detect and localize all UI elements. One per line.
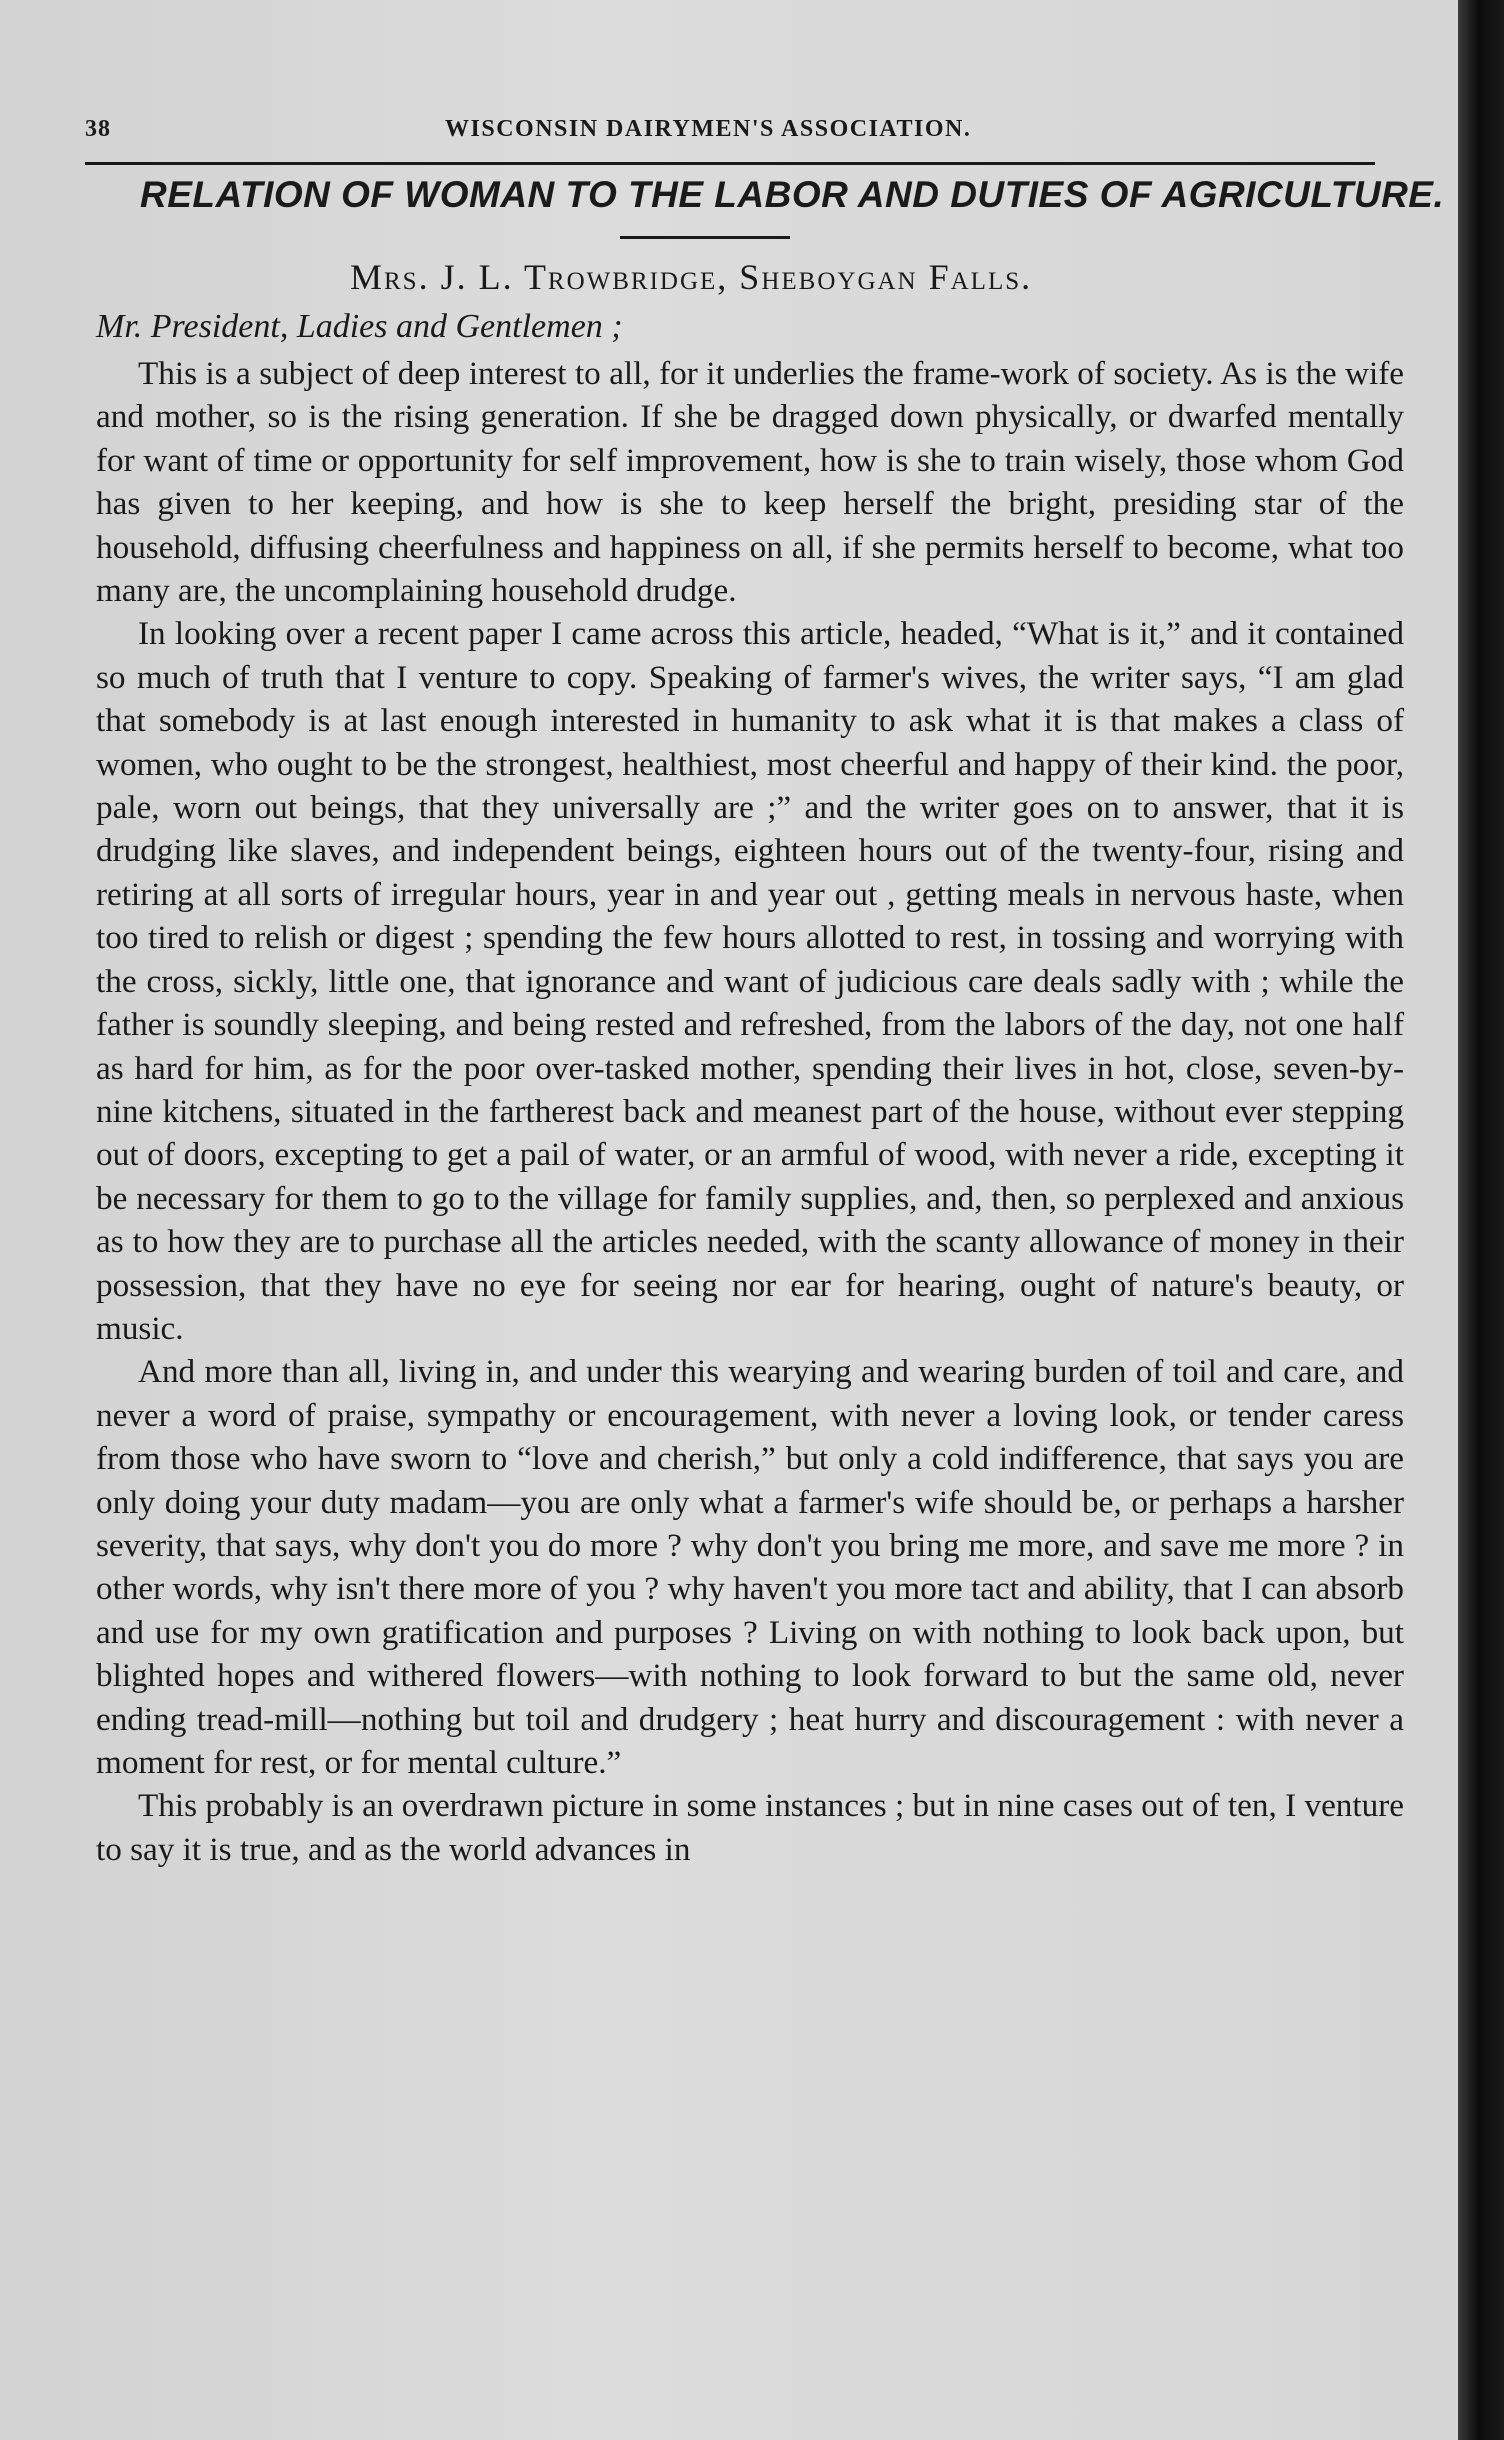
paragraph-4: This probably is an overdrawn picture in some instances ; but in nine cases out of ten, I venture to say it is true, and as the world advances in <box>96 1787 1404 1868</box>
book-spine-shadow <box>1458 0 1504 2440</box>
header-rule <box>85 162 1375 165</box>
title-underline <box>620 236 790 239</box>
page-number: 38 <box>85 116 111 142</box>
running-head: WISCONSIN DAIRYMEN'S ASSOCIATION. <box>445 116 972 142</box>
article-title: RELATION OF WOMAN TO THE LABOR AND DUTIES OF AGRICULTURE. <box>140 174 1445 215</box>
paragraph-3: And more than all, living in, and under this wearying and wearing burden of toil and care, and never a word of praise, sympathy or encouragement, with never a loving look, or tender caress from those who have sworn to “love and cherish,” but only a cold indifference, that says you are only doing your duty madam—you are only what a farmer's wife should be, or perhaps a harsher severity, that says, why don't you do more ? why don't you bring me more, and save me more ? in other words, why isn't there more of you ? why haven't you more tact and ability, that I can absorb and use for my own gratification and purposes ? Living on with nothing to look back upon, but blighted hopes and withered flowers—with nothing to look forward to but the same old, never ending tread-mill—nothing but toil and drudgery ; heat hurry and discouragement : with never a moment for rest, or for mental culture.” <box>96 1353 1404 1781</box>
salutation: Mr. President, Ladies and Gentlemen ; <box>96 308 623 345</box>
article-author: Mrs. J. L. Trowbridge, Sheboygan Falls. <box>350 257 1033 297</box>
article-body <box>96 352 1404 1871</box>
paragraph-1: This is a subject of deep interest to all, for it underlies the frame-work of society. As is the wife and mother, so is the rising generation. If she be dragged down physically, or dwarfed mentally for want of time or opportunity for self improvement, how is she to train wisely, those whom God has given to her keeping, and how is she to keep herself the bright, presiding star of the household, diffusing cheerfulness and happiness on all, if she permits herself to become, what too many are, the uncomplaining household drudge. <box>96 355 1404 610</box>
paragraph-2: In looking over a recent paper I came across this article, headed, “What is it,” and it contained so much of truth that I venture to copy. Speaking of farmer's wives, the writer says, “I am glad that somebody is at last enough interested in humanity to ask what it is that makes a class of women, who ought to be the strongest, healthiest, most cheerful and happy of their kind. the poor, pale, worn out beings, that they universally are ;” and the writer goes on to answer, that it is drudging like slaves, and independent beings, eighteen hours out of the twenty-four, rising and retiring at all sorts of irregular hours, year in and year out , getting meals in nervous haste, when too tired to relish or digest ; spending the few hours allotted to rest, in tossing and worrying with the cross, sickly, little one, that ignorance and want of judicious care deals sadly with ; while the father is soundly sleeping, and being rested and refreshed, from the labors of the day, not one half as hard for him, as for the poor over-tasked mother, spending their lives in hot, close, seven-by-nine kitchens, situated in the fartherest back and meanest part of the house, without ever stepping out of doors, excepting to get a pail of water, or an armful of wood, with never a ride, excepting it be necessary for them to go to the village for family supplies, and, then, so perplexed and anxious as to how they are to purchase all the articles needed, with the scanty allowance of money in their possession, that they have no eye for seeing nor ear for hearing, ought of nature's beauty, or music. <box>96 615 1404 1347</box>
page-header <box>85 116 1385 156</box>
